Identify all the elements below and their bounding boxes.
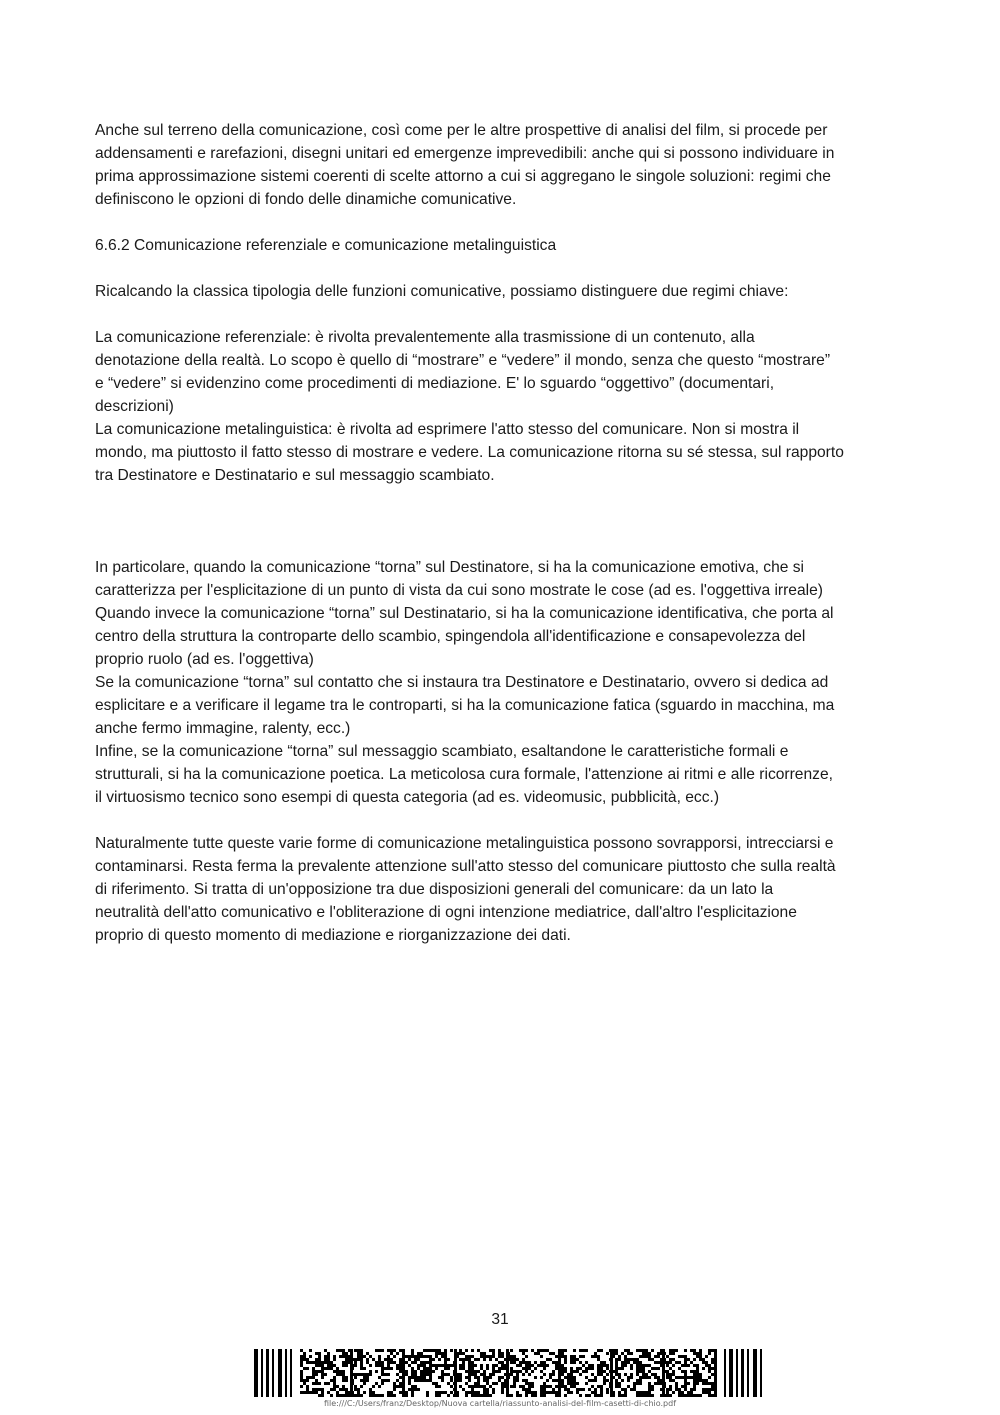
page-number: 31	[491, 1311, 509, 1328]
paragraph-metalinguistic-forms: In particolare, quando la comunicazione “torna” sul Destinatore, si ha la comunicazione emotiva, che si caratterizza per l'esplicitazione di un punto di vista da cui sono mostrate le cose (ad es. l'oggettiva irreale) Quando invece la comunicazione “torna” sul Destinatario, si ha la comunicazione identificativa, che porta al centro della struttura la controparte dello scambio, spingendola all'identificazione e consapevolezza del proprio ruolo (ad es. l'oggettiva) Se la comunicazione “torna” sul contatto che si instaura tra Destinatore e Destinatario, ovvero si dedica ad esplicitare e a verificare il legame tra le controparti, si ha la comunicazione fatica (sguardo in macchina, ma anche fermo immagine, ralenty, ecc.) Infine, se la comunicazione “torna” sul messaggio scambiato, esaltandone le caratteristiche formali e strutturali, si ha la comunicazione poetica. La meticolosa cura formale, l'attenzione ai ritmi e alle ricorrenze, il virtuosismo tecnico sono esempi di questa categoria (ad es. videomusic, pubblicità, ecc.)	[95, 559, 835, 806]
paragraph-conclusion: Naturalmente tutte queste varie forme di comunicazione metalinguistica possono sovrapporsi, intrecciarsi e contaminarsi. Resta ferma la prevalente attenzione sull'atto stesso del comunicare piuttosto che sulla realtà di riferimento. Si tratta di un'opposizione tra due disposizioni generali del comunicare: da un lato la neutralità dell'atto comunicativo e l'obliterazione di ogni intenzione mediatrice, dall'altro l'esplicitazione proprio di questo momento di mediazione e riorganizzazione dei dati.	[95, 835, 836, 944]
paragraph-regimes: La comunicazione referenziale: è rivolta prevalentemente alla trasmissione di un contenuto, alla denotazione della realtà. Lo scopo è quello di “mostrare” e “vedere” il mondo, senza che questo “mostrare” e “vedere” si evidenzino come procedimenti di mediazione. E' lo sguardo “oggettivo” (documentari, descrizioni) La comunicazione metalinguistica: è rivolta ad esprimere l'atto stesso del comunicare. Non si mostra il mondo, ma piuttosto il fatto stesso di mostrare e vedere. La comunicazione ritorna su sé stessa, sul rapporto tra Destinatore e Destinatario e sul messaggio scambiato.	[95, 329, 844, 484]
barcode-icon	[254, 1349, 764, 1397]
paragraph-intro: Anche sul terreno della comunicazione, così come per le altre prospettive di analisi del film, si procede per addensamenti e rarefazioni, disegni unitari ed emergenze imprevedibili: anche qui si possono individuare in prima approssimazione sistemi coerenti di scelte attorno a cui si aggregano le singole soluzioni: regimi che definiscono le opzioni di fondo delle dinamiche comunicative.	[95, 122, 835, 208]
file-path: file:///C:/Users/franz/Desktop/Nuova cartella/riassunto-analisi-del-film-casetti-di-chio.pdf	[323, 1399, 677, 1408]
document-body	[95, 119, 910, 947]
section-heading: 6.6.2 Comunicazione referenziale e comunicazione metalinguistica	[95, 237, 557, 254]
paragraph-typology: Ricalcando la classica tipologia delle funzioni comunicative, possiamo distinguere due regimi chiave:	[95, 283, 789, 300]
